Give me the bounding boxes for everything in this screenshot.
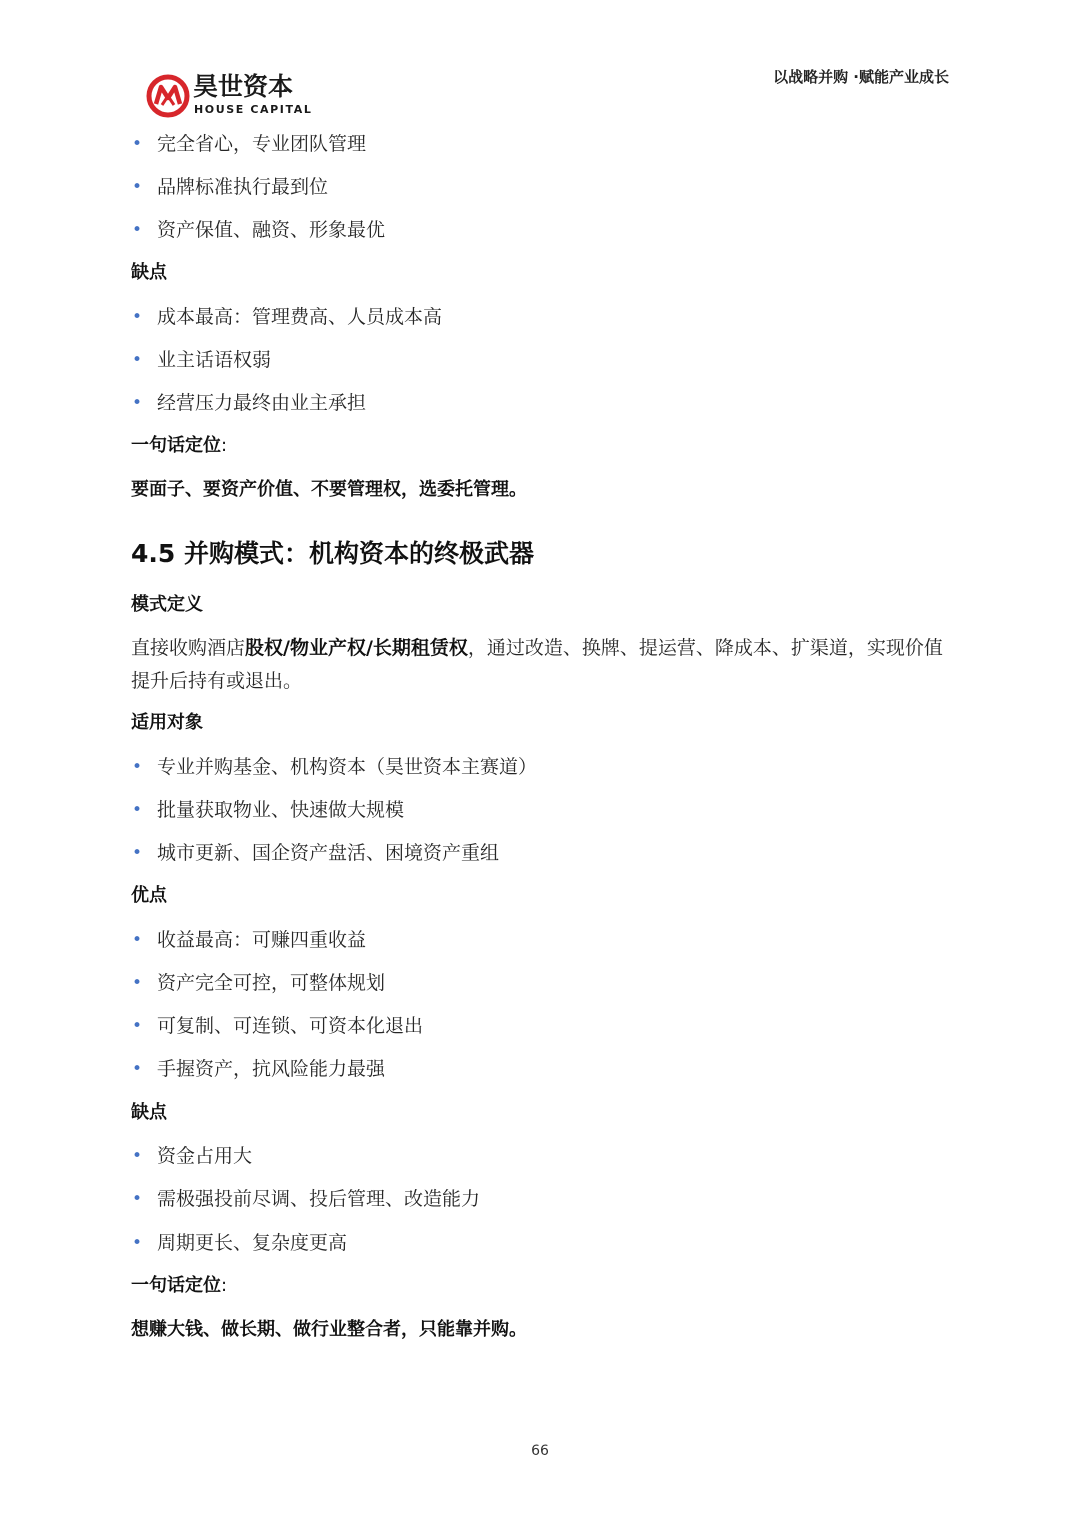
- list-item: • 需极强投前尽调、投后管理、改造能力: [131, 1185, 480, 1213]
- bullet-icon: •: [132, 1233, 143, 1253]
- pros-label: 优点: [131, 885, 167, 906]
- definition-paragraph: 直接收购酒店股权/物业产权/长期租赁权，通过改造、换牌、提运营、降成本、扩渠道，实现价值提升后持有或退出。: [131, 637, 943, 692]
- list-item: • 资产保值、融资、形象最优: [131, 216, 385, 244]
- bullet-icon: •: [132, 1189, 143, 1209]
- bullet-icon: •: [132, 1016, 143, 1036]
- bullet-icon: •: [132, 973, 143, 993]
- cons-label: 缺点: [131, 262, 167, 283]
- summary-text: 想赚大钱、做长期、做行业整合者，只能靠并购。: [131, 1319, 527, 1340]
- list-item: • 业主话语权弱: [131, 346, 271, 374]
- bullet-icon: •: [132, 220, 143, 240]
- bullet-icon: •: [132, 177, 143, 197]
- summary-label: 一句话定位:: [131, 1275, 228, 1296]
- list-item: • 收益最高：可赚四重收益: [131, 926, 366, 954]
- list-item: • 资产完全可控，可整体规划: [131, 969, 385, 997]
- summary-label: 一句话定位:: [131, 435, 228, 456]
- bullet-icon: •: [132, 307, 143, 327]
- list-item: • 品牌标准执行最到位: [131, 173, 328, 201]
- list-item: • 资金占用大: [131, 1142, 252, 1170]
- definition-label: 模式定义: [131, 594, 203, 615]
- house-capital-logo-icon: [145, 74, 191, 118]
- company-logo: [145, 72, 315, 118]
- bullet-icon: •: [132, 930, 143, 950]
- bullet-icon: •: [132, 843, 143, 863]
- list-item: • 周期更长、复杂度更高: [131, 1229, 347, 1257]
- bullet-icon: •: [132, 393, 143, 413]
- logo-english-name: HOUSE CAPITAL: [194, 103, 313, 116]
- list-item: • 手握资产，抗风险能力最强: [131, 1055, 385, 1083]
- section-title: 4.5 并购模式：机构资本的终极武器: [131, 539, 534, 568]
- list-item: • 经营压力最终由业主承担: [131, 389, 366, 417]
- bullet-icon: •: [132, 800, 143, 820]
- logo-chinese-name: 昊世资本: [193, 72, 294, 101]
- list-item: • 专业并购基金、机构资本（昊世资本主赛道）: [131, 753, 537, 781]
- bullet-icon: •: [132, 1146, 143, 1166]
- bullet-icon: •: [132, 757, 143, 777]
- summary-text: 要面子、要资产价值、不要管理权，选委托管理。: [131, 479, 527, 500]
- list-item: • 完全省心，专业团队管理: [131, 130, 366, 158]
- bullet-icon: •: [132, 1059, 143, 1079]
- bullet-icon: •: [132, 134, 143, 154]
- page-number: 66: [531, 1443, 549, 1459]
- list-item: • 批量获取物业、快速做大规模: [131, 796, 404, 824]
- cons-label: 缺点: [131, 1102, 167, 1123]
- target-label: 适用对象: [131, 712, 203, 733]
- header-slogan: 以战略并购 ·赋能产业成长: [773, 68, 949, 86]
- list-item: • 可复制、可连锁、可资本化退出: [131, 1012, 423, 1040]
- list-item: • 城市更新、国企资产盘活、困境资产重组: [131, 839, 499, 867]
- bullet-icon: •: [132, 350, 143, 370]
- list-item: • 成本最高：管理费高、人员成本高: [131, 303, 442, 331]
